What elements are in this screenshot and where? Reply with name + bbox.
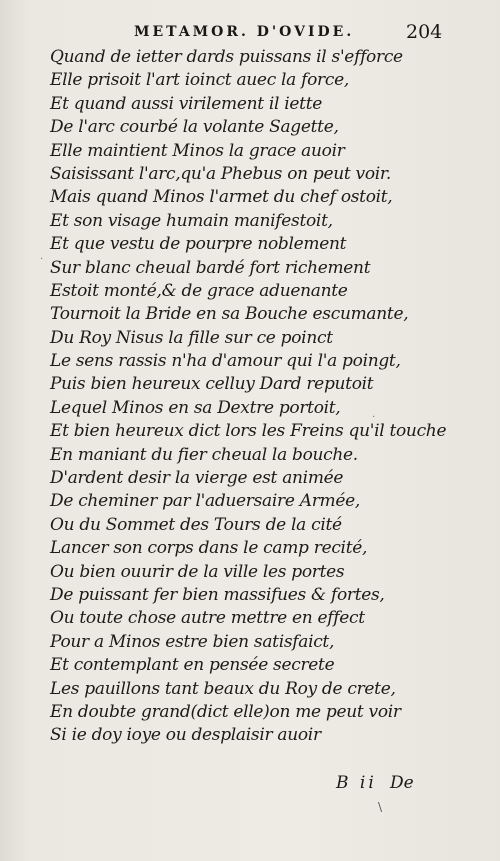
verse-block	[50, 46, 450, 748]
verse-line: En doubte grand(dict elle)on me peut voir	[50, 701, 401, 722]
verse-line: De cheminer par l'aduersaire Armée,	[50, 491, 360, 512]
verse-line: Ou du Sommet des Tours de la cité	[50, 514, 342, 535]
catchword: De	[390, 773, 414, 793]
verse-line: Les pauillons tant beaux du Roy de crete,	[50, 678, 396, 699]
verse-line: Puis bien heureux celluy Dard reputoit	[50, 374, 374, 395]
page-number: 204	[406, 21, 443, 43]
margin-dot: ·	[40, 254, 44, 265]
verse-line: Estoit monté,& de grace aduenante	[50, 280, 348, 301]
verse-line: Si ie doy ioye ou desplaisir auoir	[50, 725, 321, 746]
verse-line: En maniant du fier cheual la bouche.	[50, 444, 358, 465]
verse-line: Et quand aussi virilement il iette	[50, 93, 322, 114]
verse-line: Et que vestu de pourpre noblement	[50, 234, 347, 255]
verse-line: Ou toute chose autre mettre en effect	[50, 608, 365, 629]
verse-line: Du Roy Nisus la fille sur ce poinct	[50, 327, 333, 348]
verse-line: De l'arc courbé la volante Sagette,	[50, 117, 339, 138]
verse-line: Elle maintient Minos la grace auoir	[50, 140, 345, 161]
margin-dot: ·	[372, 412, 376, 423]
verse-line: Et son visage humain manifestoit,	[50, 210, 333, 231]
verse-line: Tournoit la Bride en sa Bouche escumante,	[50, 304, 409, 325]
verse-line: D'ardent desir la vierge est animée	[50, 468, 344, 489]
verse-line: Sur blanc cheual bardé fort richement	[50, 257, 371, 278]
running-title: METAMOR. D'OVIDE.	[134, 24, 355, 40]
signature-mark: B ii	[336, 773, 377, 793]
verse-line: Pour a Minos estre bien satisfaict,	[50, 631, 335, 652]
verse-line: Quand de ietter dards puissans il s'efforce	[50, 47, 403, 67]
verse-line: Le sens rassis n'ha d'amour qui l'a poingt,	[50, 351, 401, 372]
verse-line: Et contemplant en pensée secrete	[50, 655, 335, 676]
verse-line: Lancer son corps dans le camp recité,	[50, 538, 368, 559]
verse-line: De puissant fer bien massifues & fortes,	[50, 584, 385, 605]
verse-line: Ou bien ouurir de la ville les portes	[50, 561, 345, 582]
verse-line: Saisissant l'arc,qu'a Phebus on peut voir.	[50, 163, 391, 184]
verse-line: Et bien heureux dict lors les Freins qu'il touche	[50, 421, 447, 442]
verse-line: Lequel Minos en sa Dextre portoit,	[50, 397, 341, 418]
verse-line: Elle prisoit l'art ioinct auec la force,	[50, 70, 349, 91]
stray-mark: \	[378, 800, 383, 814]
verse-line: Mais quand Minos l'armet du chef ostoit,	[50, 187, 393, 208]
